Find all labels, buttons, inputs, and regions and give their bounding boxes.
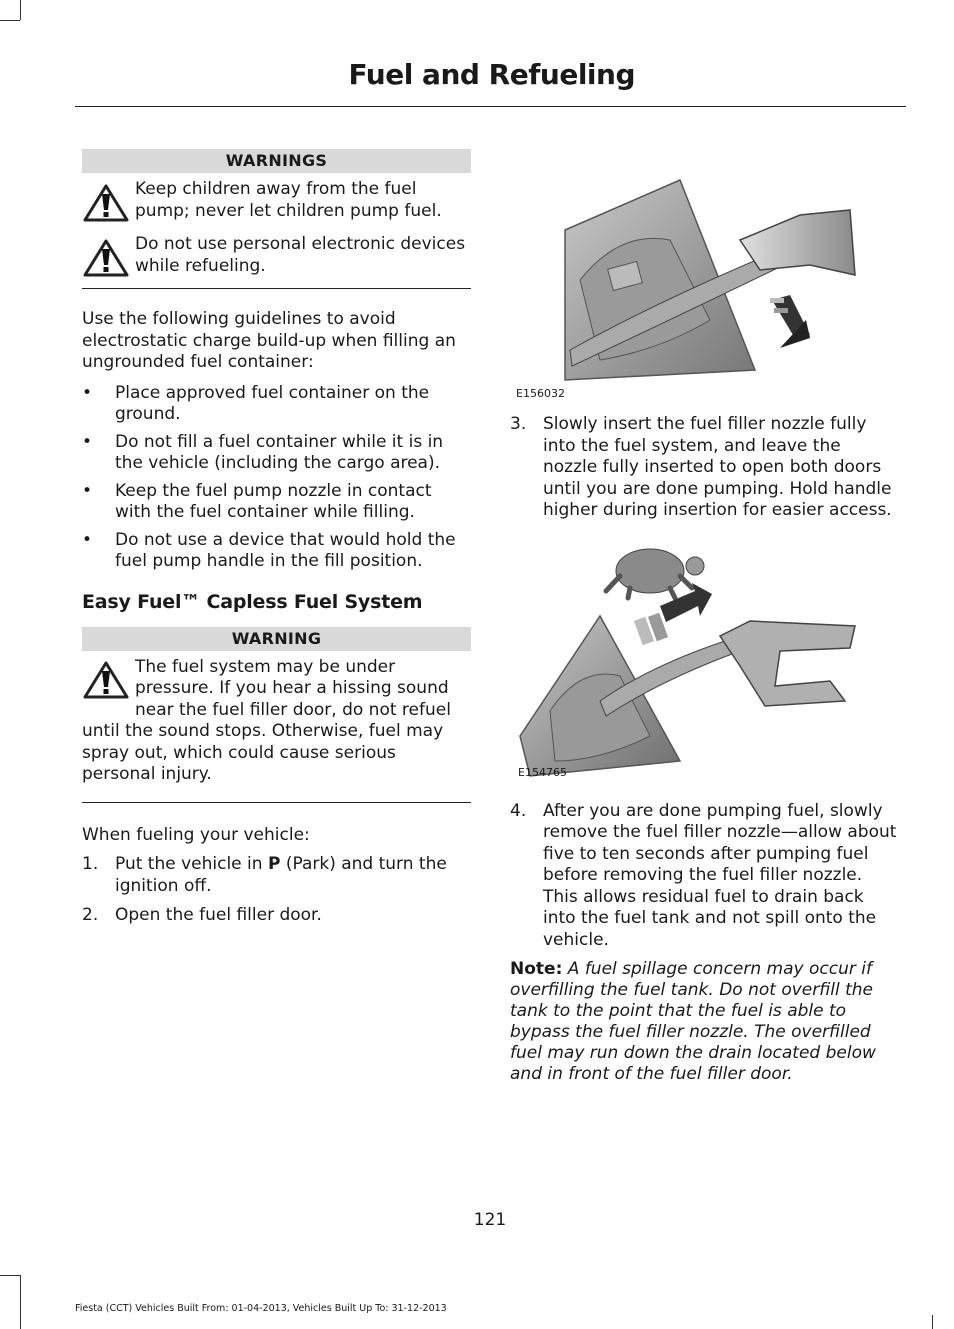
- figure-code: E154765: [518, 765, 567, 779]
- crop-mark: [20, 1275, 21, 1329]
- warning-heading: WARNING: [82, 627, 471, 651]
- fueling-intro: When fueling your vehicle:: [82, 824, 310, 845]
- warning-item: [82, 179, 471, 222]
- warning-triangle-icon: [82, 238, 130, 278]
- fueling-steps-continued: [510, 801, 899, 952]
- step-item: 1. Put the vehicle in P (Park) and turn the ignition off.: [82, 854, 447, 896]
- fueling-steps-continued: [510, 414, 899, 522]
- figure-code: E156032: [516, 387, 565, 400]
- warning-triangle-icon: [82, 183, 130, 223]
- fuel-nozzle-removal-illustration: [510, 536, 899, 781]
- note-label: Note:: [510, 959, 563, 979]
- warning-divider: [82, 802, 471, 803]
- fuel-nozzle-illustration: [510, 170, 899, 402]
- intro-paragraph: Use the following guidelines to avoid electrostatic charge build-up when filling an ungrounded fuel container:: [82, 309, 456, 372]
- title-divider: [75, 106, 906, 107]
- warning-item: [82, 234, 471, 277]
- list-item: • Do not fill a fuel container while it is in the vehicle (including the cargo area).: [82, 431, 444, 473]
- crop-mark: [0, 20, 20, 21]
- page-title: Fuel and Refueling: [348, 58, 635, 91]
- page-number: 121: [473, 1210, 507, 1230]
- step-item: 2. Open the fuel filler door.: [82, 905, 322, 925]
- guideline-list: [82, 383, 471, 573]
- warning-text: Keep children away from the fuel pump; never let children pump fuel.: [135, 179, 442, 221]
- warning-text: Do not use personal electronic devices while refueling.: [135, 234, 466, 276]
- list-item: • Do not use a device that would hold the fuel pump handle in the fill position.: [82, 529, 456, 571]
- warning-divider: [82, 288, 471, 289]
- fueling-steps: [82, 854, 471, 927]
- step-item: 4. After you are done pumping fuel, slowly remove the fuel filler nozzle—allow about five to ten seconds after pumping fuel before removing the fuel filler nozzle. This allows residual fuel to drain back into the fuel tank and not spill onto the vehicle.: [510, 800, 897, 950]
- list-item: • Keep the fuel pump nozzle in contact with the fuel container while filling.: [82, 480, 432, 522]
- footer-text: Fiesta (CCT) Vehicles Built From: 01-04-2013, Vehicles Built Up To: 31-12-2013: [75, 1303, 447, 1314]
- right-column: [510, 170, 899, 1085]
- note-paragraph: [510, 959, 899, 1085]
- note-text: A fuel spillage concern may occur if overfilling the fuel tank. Do not overfill the tank to the point that the fuel is able to bypass the fuel filler nozzle. The overfilled fuel may run down the drain located below and in front of the fuel filler door.: [510, 959, 876, 1084]
- park-symbol: P: [267, 854, 281, 874]
- section-heading: Easy Fuel™ Capless Fuel System: [82, 590, 423, 613]
- figure-nozzle-remove: [510, 536, 899, 781]
- warnings-heading: WARNINGS: [82, 149, 471, 173]
- warning-text: The fuel system may be under pressure. If you hear a hissing sound near the fuel filler door, do not refuel until the sound stops. Otherwise, fuel may spray out, which could cause serious personal injury.: [82, 656, 451, 784]
- list-item: • Place approved fuel container on the ground.: [82, 382, 430, 424]
- warning-triangle-icon: [82, 660, 130, 700]
- crop-mark: [0, 1275, 20, 1276]
- warning-item: [82, 657, 471, 786]
- crop-mark: [20, 0, 21, 20]
- figure-nozzle-insert: [510, 170, 899, 402]
- left-column: [82, 149, 471, 935]
- crop-mark: [932, 1315, 933, 1329]
- step-item: 3. Slowly insert the fuel filler nozzle fully into the fuel system, and leave the nozzle fully inserted to open both doors until you are done pumping. Hold handle higher during insertion for easier access.: [510, 414, 892, 520]
